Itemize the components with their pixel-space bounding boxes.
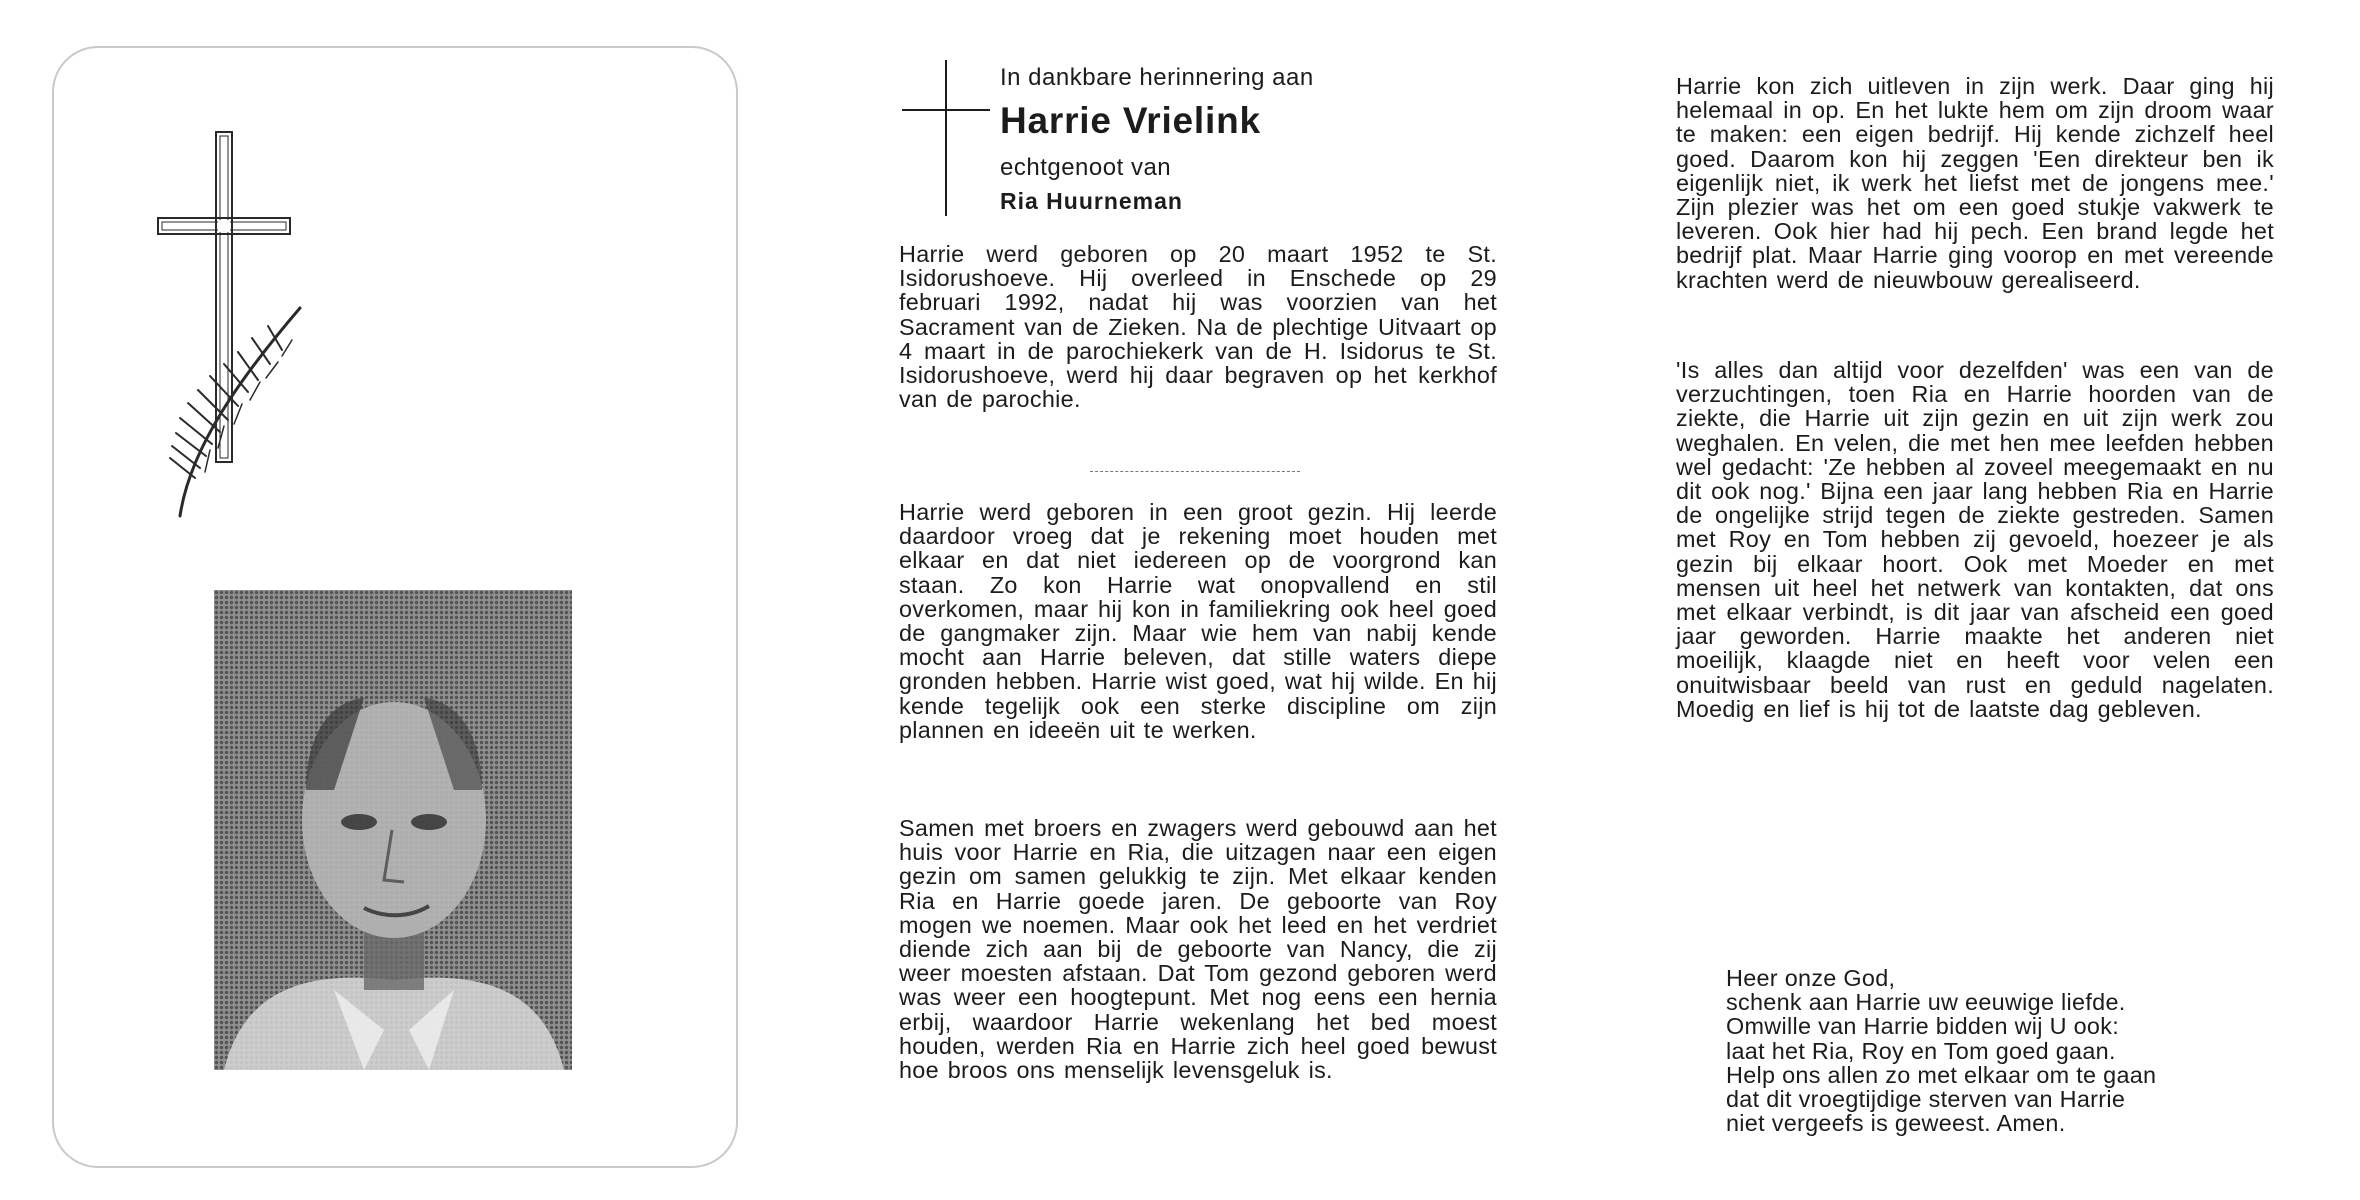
prayer-line: dat dit vroegtijdige sterven van Harrie <box>1726 1086 2126 1113</box>
paragraph-work: Harrie kon zich uitleven in zijn werk. Daar ging hij helemaal in op. En het lukte hem om zijn droom waar te maken: een eigen bedrijf. Hij kende zichzelf heel goed. Daarom kon hij zeggen 'Een direkteur ben ik eigenlijk niet, ik werk het liefst met de jongens mee.' Zijn plezier was het om een goed stukje vakwerk te leveren. Ook hier had hij pech. Een brand legde het bedrijf plat. Maar Harrie ging voorop en met vereende krachten werd de nieuwbouw gerealiseerd. <box>1676 73 2274 293</box>
prayer-line: Help ons allen zo met elkaar om te gaan <box>1726 1061 2157 1088</box>
prayer-line: Omwille van Harrie bidden wij U ook: <box>1726 1013 2119 1040</box>
prayer <box>1726 966 2156 1135</box>
prayer-line: schenk aan Harrie uw eeuwige liefde. <box>1726 989 2126 1016</box>
paragraph-illness: 'Is alles dan altijd voor dezelfden' was een van de verzuchtingen, toen Ria en Harrie hoorden van de ziekte, die Harrie uit zijn gezin en uit zijn werk zou weghalen. En velen, die met hen mee leefden hebben wel gedacht: 'Ze hebben al zoveel meegemaakt en nu dit ook nog.' Bijna een jaar lang hebben Ria en Harrie de ongelijke strijd tegen de ziekte gestreden. Samen met Roy en Tom hebben zij gevoeld, hoezeer je als gezin bij elkaar hoort. Ook met Moeder en met mensen uit heel het netwerk van kontakten, dat ons met elkaar verbindt, is dit jaar van afscheid een goed jaar geworden. Harrie maakte het anderen niet moeilijk, klaagde niet en heeft voor velen een onuitwisbaar beeld van rust en geduld nagelaten. Moedig en lief is hij tot de laatste dag gebleven. <box>1676 357 2274 722</box>
paragraph-family: Harrie werd geboren in een groot gezin. Hij leerde daardoor vroeg dat je rekening moet houden met elkaar en dat niet iedereen op de voorgrond kan staan. Zo kon Harrie wat onopvallend en stil overkomen, maar hij kon in familiekring ook heel goed de gangmaker zijn. Maar wie hem van nabij kende mocht aan Harrie beleven, dat stille waters diepe gronden hebben. Harrie wist goed, wat hij wilde. En hij kende tegelijk ook een sterke discipline om zijn plannen en ideeën uit te werken. <box>899 499 1497 743</box>
portrait-photo <box>214 590 572 1070</box>
cross-with-palm-branch-icon <box>150 128 350 528</box>
thin-cross-icon <box>900 58 992 218</box>
paragraph-home: Samen met broers en zwagers werd gebouwd aan het huis voor Harrie en Ria, die uitzagen naar een eigen gezin om samen gelukkig te zijn. Met elkaar kenden Ria en Harrie goede jaren. De geboorte van Roy mogen we noemen. Maar ook het leed en het verdriet diende zich aan bij de geboorte van Nancy, die zij weer moesten afstaan. Dat Tom gezond geboren werd was weer een hoogtepunt. Met nog eens een hernia erbij, waardoor Harrie wekenlang het bed moest houden, werden Ria en Harrie zich heel goed bewust hoe broos ons menselijk levensgeluk is. <box>899 815 1497 1084</box>
portrait-figure <box>214 590 572 1070</box>
intro-line: In dankbare herinnering aan <box>1000 64 1314 91</box>
prayer-line: Heer onze God, <box>1726 965 1896 991</box>
spouse-name: Ria Huurneman <box>1000 188 1183 214</box>
prayer-line: niet vergeefs is geweest. Amen. <box>1726 1110 2066 1137</box>
paragraph-biography: Harrie werd geboren op 20 maart 1952 te St. Isidorushoeve. Hij overleed in Enschede op 29 februari 1992, nadat hij was voorzien van het Sacrament van de Zieken. Na de plechtige Uitvaart op 4 maart in de parochiekerk van de H. Isidorus te St. Isidorushoeve, werd hij daar begraven op het kerkhof van de parochie. <box>899 241 1497 413</box>
memorial-card-front <box>52 46 738 1168</box>
separator-line <box>1090 471 1300 472</box>
prayer-line: laat het Ria, Roy en Tom goed gaan. <box>1726 1037 2116 1064</box>
spouse-label: echtgenoot van <box>1000 154 1172 181</box>
deceased-name: Harrie Vrielink <box>1000 100 1261 141</box>
